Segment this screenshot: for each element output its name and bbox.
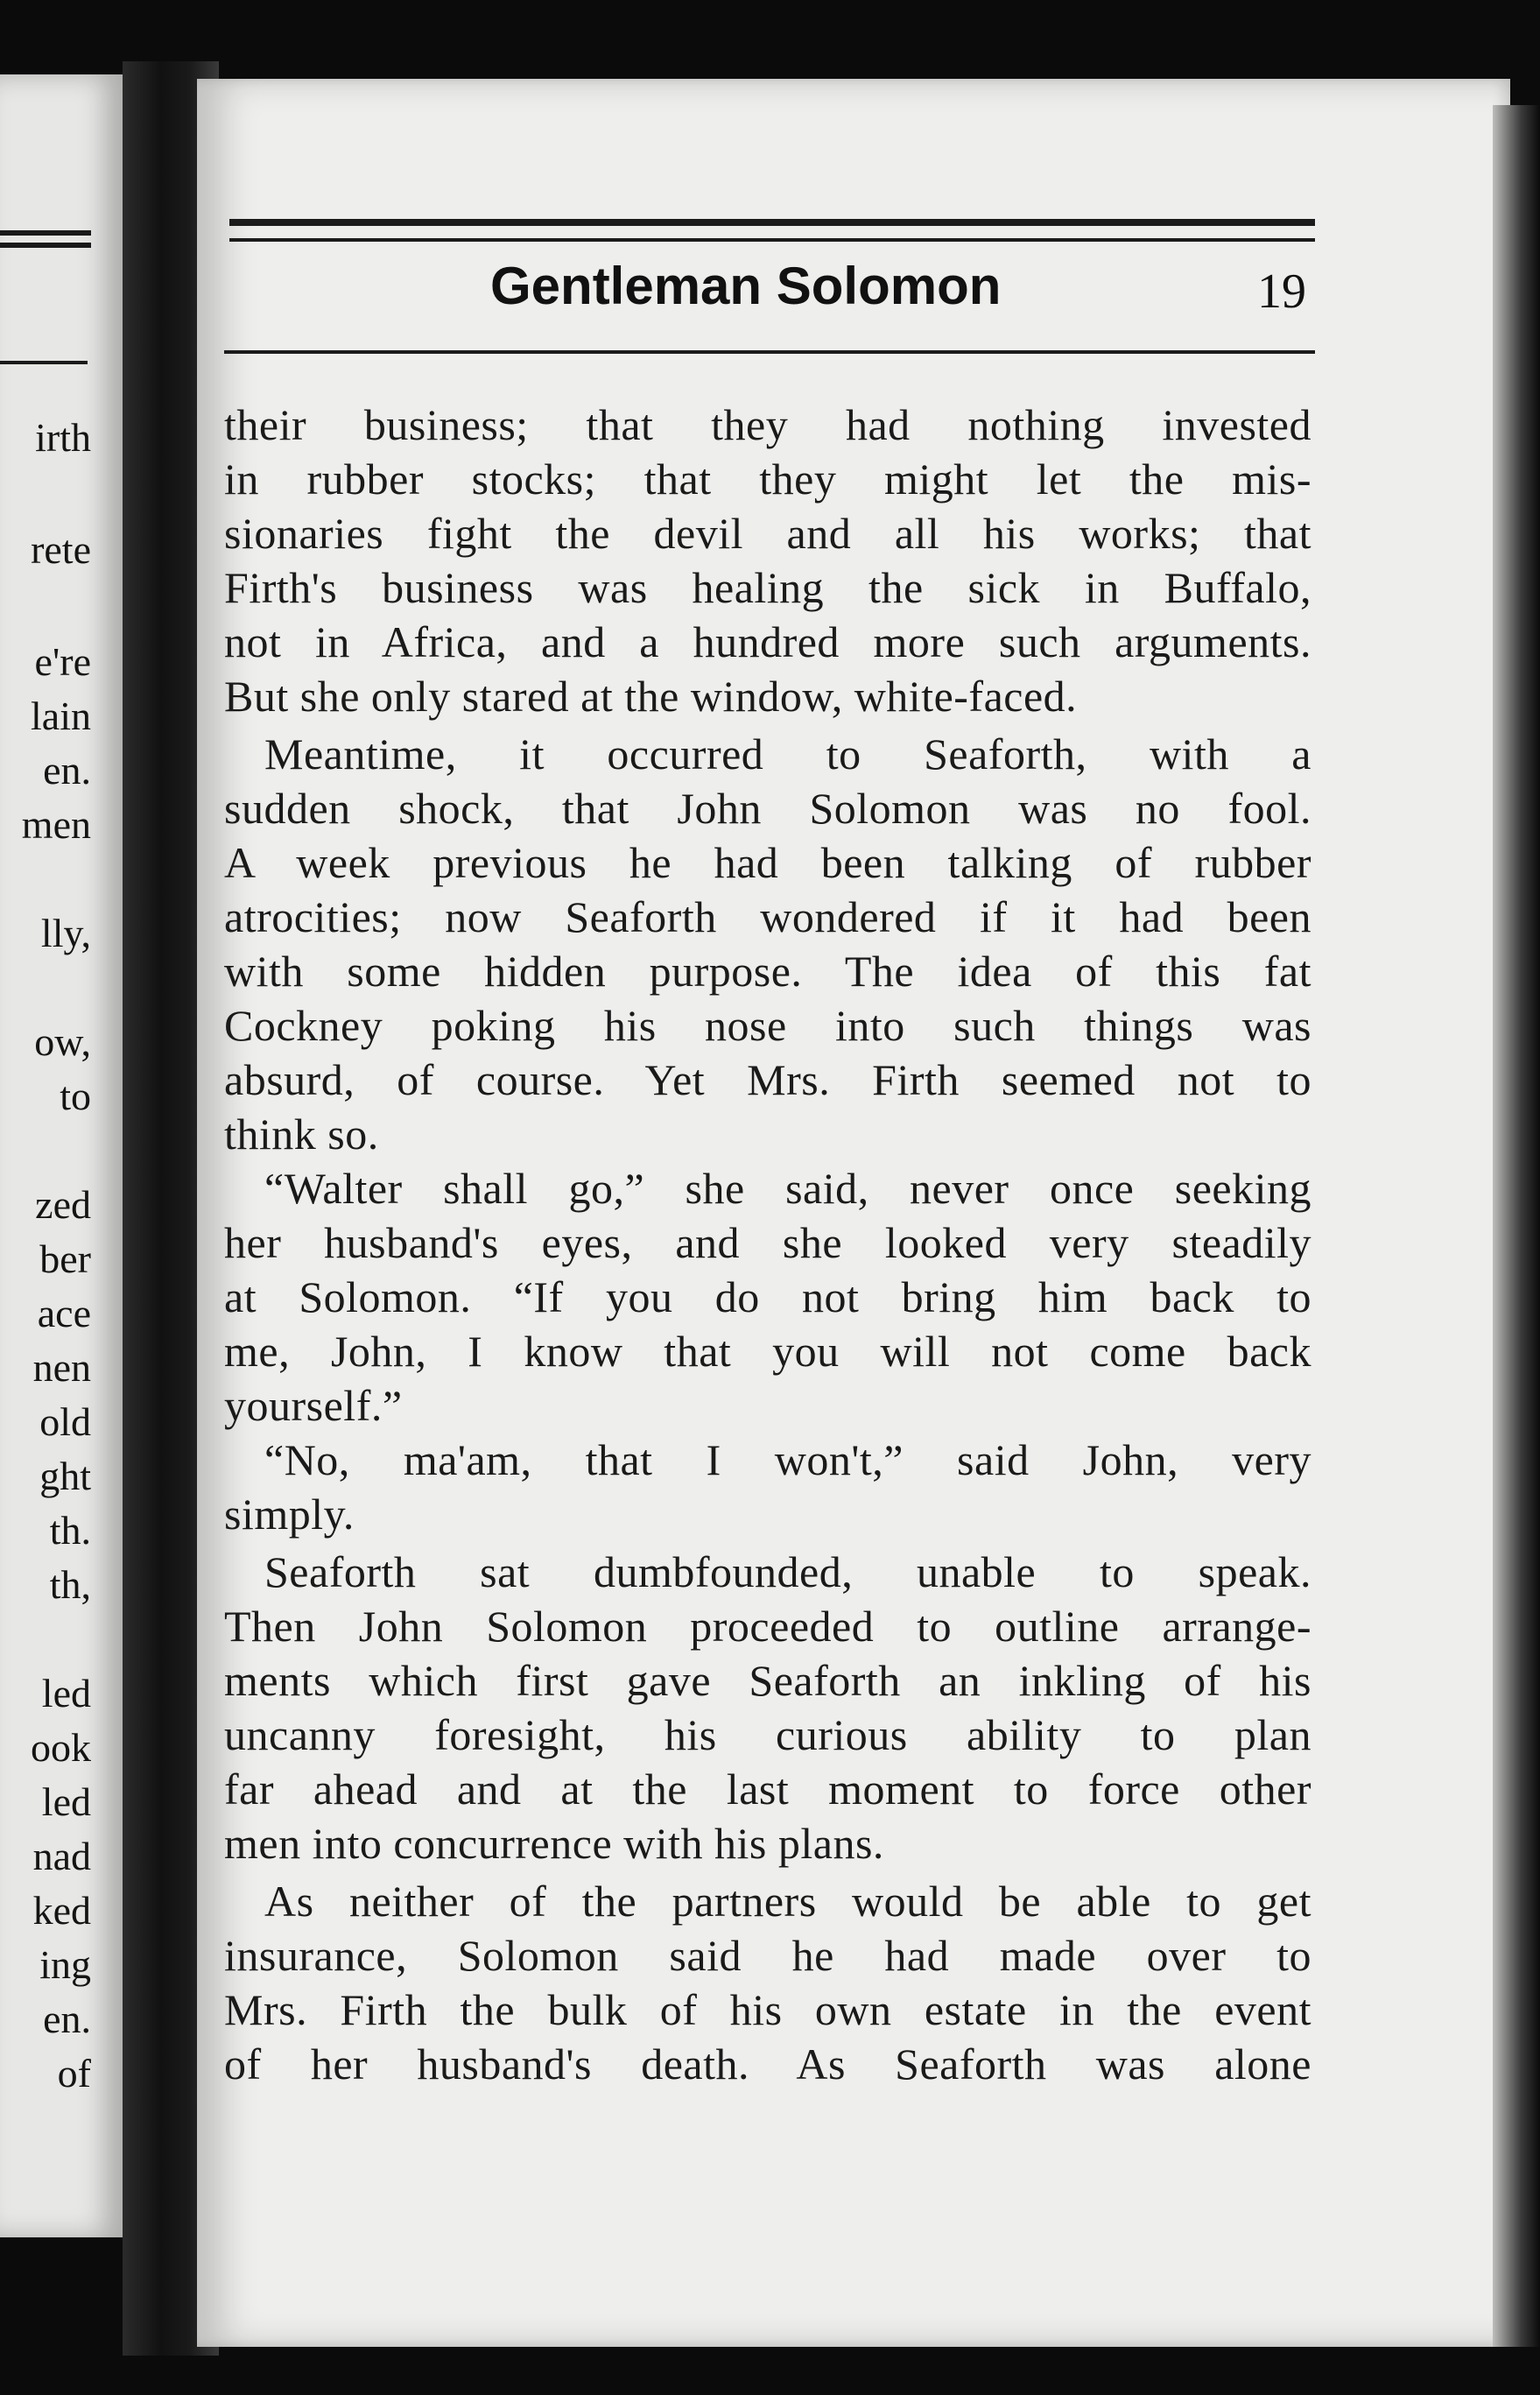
facing-page-fragment: en. [43,1997,91,2041]
text-line: Meantime, it occurred to Seaforth, with a [264,729,1311,778]
facing-page-fragment: old [39,1399,91,1444]
text-line: Seaforth sat dumbfounded, unable to speak. [264,1547,1311,1596]
running-head-title: Gentleman Solomon [490,257,1002,315]
text-line: Mrs. Firth the bulk of his own estate in the event [224,1985,1311,2034]
facing-page-fragment: th. [49,1508,91,1553]
facing-page-fragment: lly, [40,911,91,955]
text-line: not in Africa, and a hundred more such arguments. [224,617,1311,666]
text-line: ments which first gave Seaforth an inkling of his [224,1656,1311,1705]
text-line: me, John, I know that you will not come back [224,1327,1311,1376]
facing-page-fragment: e're [34,639,91,684]
facing-page-fragment: ber [39,1236,91,1281]
facing-page-header-rule [0,230,91,248]
text-line: insurance, Solomon said he had made over to [224,1931,1311,1980]
facing-page-rule [0,361,88,364]
facing-page-fragment: irth [35,415,91,460]
facing-page-fragment: nad [32,1834,91,1878]
text-line: uncanny foresight, his curious ability to plan [224,1710,1311,1759]
text-line: “Walter shall go,” she said, never once seeking [264,1164,1311,1213]
facing-page-fragment: en. [43,748,91,792]
facing-page-fragment: ow, [34,1019,91,1064]
text-line: yourself.” [224,1381,403,1430]
text-line: atrocities; now Seaforth wondered if it had been [224,892,1311,941]
facing-page-fragment: zed [35,1182,91,1227]
text-line: “No, ma'am, that I won't,” said John, very [264,1435,1311,1484]
text-line: with some hidden purpose. The idea of this fat [224,947,1311,996]
facing-page-fragment: ook [31,1725,91,1770]
facing-page-fragment: ght [39,1454,91,1498]
text-line: far ahead and at the last moment to force other [224,1765,1311,1814]
text-line: think so. [224,1109,379,1159]
text-line: But she only stared at the window, white-faced. [224,672,1078,721]
facing-page-fragment: ing [39,1942,91,1987]
text-line: their business; that they had nothing invested [224,400,1311,449]
header-rule [224,350,1315,354]
facing-page-fragment: rete [31,527,91,572]
text-line: Then John Solomon proceeded to outline arrange- [224,1602,1311,1651]
page-edge [1493,105,1540,2347]
text-line: As neither of the partners would be able to get [264,1877,1311,1926]
text-line: Firth's business was healing the sick in Buffalo, [224,563,1311,612]
facing-page-fragment: led [41,1779,91,1824]
header-double-rule [229,219,1315,242]
text-line: in rubber stocks; that they might let the mis- [224,454,1311,504]
facing-page-fragment: led [41,1671,91,1715]
text-line: her husband's eyes, and she looked very steadily [224,1218,1311,1267]
text-line: absurd, of course. Yet Mrs. Firth seemed not to [224,1055,1311,1104]
text-line: at Solomon. “If you do not bring him back to [224,1272,1311,1321]
facing-page-fragment: lain [31,694,91,738]
facing-page-fragment: men [21,802,91,847]
facing-page-fragment: to [60,1074,91,1118]
text-line: men into concurrence with his plans. [224,1819,884,1868]
facing-page-fragment: nen [32,1345,91,1390]
text-line: A week previous he had been talking of rubber [224,838,1311,887]
page-number: 19 [1257,264,1306,319]
facing-page-fragment: ace [37,1291,91,1335]
text-line: sudden shock, that John Solomon was no fool. [224,784,1311,833]
text-line: of her husband's death. As Seaforth was alone [224,2039,1311,2089]
facing-page-fragment: ked [32,1888,91,1933]
text-line: Cockney poking his nose into such things was [224,1001,1311,1050]
text-line: sionaries fight the devil and all his works; that [224,509,1311,558]
text-line: simply. [224,1490,355,1539]
facing-page-fragment: th, [49,1562,91,1607]
facing-page-fragment: of [57,2051,91,2096]
